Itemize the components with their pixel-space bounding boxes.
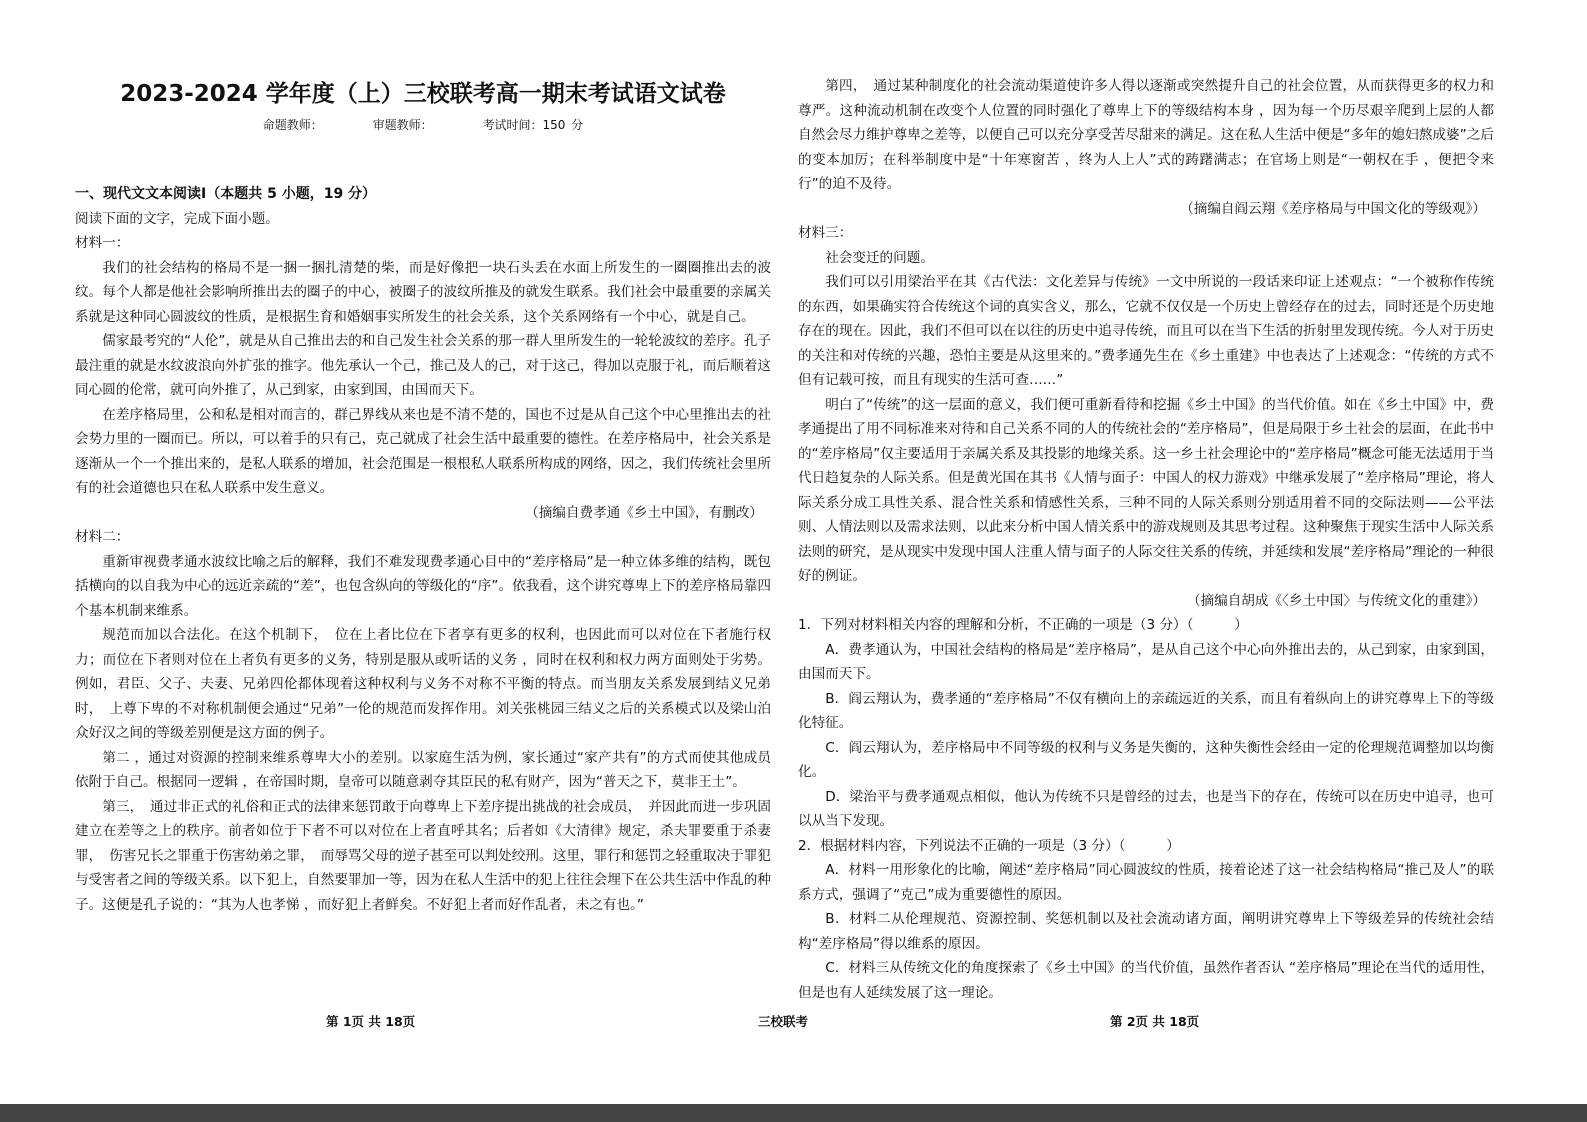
- setter-label: 命题教师：: [262, 118, 323, 132]
- material-3-paragraph: 明白了“传统”的这一层面的意义，我们便可重新看待和挖掘《乡土中国》的当代价值。如在《乡土中国》中，费孝通提出了用不同标准来对待和自己关系不同的人的传统社会的“差序格局”，但是局限于乡土社会的层面，在此书中的“差序格局”仅主要适用于亲属关系及其投影的地缘关系。这一乡土社会理论中的“差序格局”概念可能无法适用于当代日趋复杂的人际关系。但是黄光国在其书《人情与面子：中国人的权力游戏》中继承发展了“差序格局”理论，将人际关系分成工具性关系、混合性关系和情感性关系，三种不同的人际关系则分别适用着不同的交际法则——公平法则、人情法则以及需求法则，以此来分析中国人情关系中的游戏规则及其思考过程。这种聚焦于现实生活中人际关系法则的研究，是从现实中发现中国人注重人情与面子的人际交往关系的传统，并延续和发展“差序格局”理论的一种很好的例证。: [798, 396, 1494, 584]
- material-2-paragraph: 第三， 通过非正式的礼俗和正式的法律来惩罚敢于向尊卑上下差序提出挑战的社会成员， 并因此而进一步巩固建立在差等之上的秩序。前者如位于下者不可以对位在上者直呼其名；后者如《大清律》规定，杀夫罪要重于杀妻罪， 伤害兄长之罪重于伤害幼弟之罪， 而辱骂父母的逆子甚至可以判处绞刑。这里，罪行和惩罚之轻重取决于罪犯与受害者之间的等级关系。以下犯上，自然要罪加一等，因为在私人生活中的犯上往往会埋下在公共生活中作乱的种子。这便是孔子说的：“其为人也孝悌 ，而好犯上者鲜矣。不好犯上者而好作乱者，未之有也。”: [75, 798, 771, 913]
- material-2-label: 材料二：: [75, 529, 130, 545]
- exam-title: 2023-2024 学年度（上）三校联考高一期末考试语文试卷: [120, 81, 726, 107]
- question-1-option-a: A．费孝通认为，中国社会结构的格局是“差序格局”，是从自己这个中心向外推出去的，从己到家，由家到国，由国而天下。: [798, 641, 1494, 682]
- exam-time: 考试时间：150 分: [482, 118, 584, 132]
- material-3-source: （摘编自胡成《〈乡土中国〉与传统文化的重建》）: [1186, 592, 1486, 609]
- bottom-scan-edge: [0, 1104, 1587, 1122]
- question-2: 2．根据材料内容，下列说法不正确的一项是（3 分）（ ）: [798, 837, 1180, 854]
- material-1-paragraph: 儒家最考究的“人伦”，就是从自己推出去的和自己发生社会关系的那一群人里所发生的一轮轮波纹的差序。孔子最注重的就是水纹波浪向外扩张的推字。他先承认一个己，推己及人的己，对于这己，得加以克服于礼，而后顺着这同心圆的伦常，就可向外推了，从己到家，由家到国，由国而天下。: [75, 333, 771, 398]
- footer-page-left: 第 1页 共 18页: [326, 1014, 416, 1029]
- material-3-label: 材料三：: [798, 225, 853, 241]
- material-2-paragraph: 第二 ，通过对资源的控制来维系尊卑大小的差别。以家庭生活为例，家长通过“家产共有”的方式而使其他成员依附于自己。根据同一逻辑 ，在帝国时期，皇帝可以随意剥夺其臣民的私有财产，因为“普天之下，莫非王土”。: [75, 749, 771, 790]
- left-page-column: [75, 68, 771, 1013]
- material-2-paragraph: 第四， 通过某种制度化的社会流动渠道使许多人得以逐渐或突然提升自己的社会位置，从而获得更多的权力和尊严。这种流动机制在改变个人位置的同时强化了尊卑上下的等级结构本身 ，因为每一个历尽艰辛爬到上层的人都自然会尽力维护尊卑之差等，以便自己可以充分享受苦尽甜来的满足。这在私人生活中便是“多年的媳妇熬成婆”之后的变本加厉；在科举制度中是“十年寒窗苦 ，终为人上人”式的踌躇满志；在官场上则是“一朝权在手 ，便把令来行”的迫不及待。: [798, 78, 1494, 192]
- question-2-option-a: A．材料一用形象化的比喻，阐述“差序格局”同心圆波纹的性质，接着论述了这一社会结构格局“推己及人”的联系方式，强调了“克己”成为重要德性的原因。: [798, 862, 1494, 903]
- material-2-paragraph: 规范而加以合法化。在这个机制下， 位在上者比位在下者享有更多的权利，也因此而可以对位在下者施行权力；而位在下者则对位在上者负有更多的义务，特别是服从或听话的义务 ，同时在权利和权力两方面则处于劣势。例如，君臣、父子、夫妻、兄弟四伦都体现着这种权利与义务不对称不平衡的特点。而当朋友关系发展到结义兄弟时， 上尊下卑的不对称机制便会通过“兄弟”一伦的规范而发挥作用。刘关张桃园三结义之后的关系模式以及梁山泊众好汉之间的等级差别便是这方面的例子。: [75, 627, 771, 741]
- instruction: 阅读下面的文字，完成下面小题。: [75, 210, 279, 227]
- exam-meta: [75, 114, 771, 136]
- reviewer-label: 审题教师：: [372, 118, 433, 132]
- material-1-source: （摘编自费孝通《乡土中国》，有删改）: [525, 504, 763, 521]
- question-1: 1．下列对材料相关内容的理解和分析，不正确的一项是（3 分）（ ）: [798, 617, 1248, 633]
- footer-page-right: 第 2页 共 18页: [1110, 1014, 1200, 1029]
- footer-center: 三校联考: [758, 1014, 809, 1029]
- question-2-option-b: B．材料二从伦理规范、资源控制、奖惩机制以及社会流动诸方面，阐明讲究尊卑上下等级差异的传统社会结构“差序格局”得以维系的原因。: [798, 911, 1494, 952]
- material-2-source: （摘编自阎云翔《差序格局与中国文化的等级观》）: [1180, 200, 1486, 217]
- material-1-paragraph: 我们的社会结构的格局不是一捆一捆扎清楚的柴，而是好像把一块石头丢在水面上所发生的一圈圈推出去的波纹。每个人都是他社会影响所推出去的圈子的中心，被圈子的波纹所推及的就发生联系。我们社会中最重要的亲属关系就是这种同心圆波纹的性质，是根据生育和婚姻事实所发生的社会关系，这个关系网络有一个中心，就是自己。: [75, 259, 771, 325]
- section-heading: 一、现代文文本阅读Ⅰ（本题共 5 小题，19 分）: [75, 186, 377, 202]
- question-1-option-c: C．阎云翔认为，差序格局中不同等级的权利与义务是失衡的，这种失衡性会经由一定的伦理规范调整加以均衡化。: [798, 739, 1494, 780]
- question-1-option-d: D．梁治平与费孝通观点相似，他认为传统不只是曾经的过去，也是当下的存在，传统可以在历史中追寻，也可以从当下发现。: [798, 788, 1494, 829]
- material-3-paragraph: 社会变迁的问题。: [825, 249, 934, 266]
- material-2-paragraph: 重新审视费孝通水波纹比喻之后的解释，我们不难发现费孝通心目中的“差序格局”是一种立体多维的结构，既包括横向的以自我为中心的远近亲疏的“差”，也包含纵向的等级化的“序”。依我看，这个讲究尊卑上下的差序格局靠四个基本机制来维系。: [75, 553, 771, 619]
- right-page-column: [798, 74, 1494, 1019]
- material-3-paragraph: 我们可以引用梁治平在其《古代法：文化差异与传统》一文中所说的一段话来印证上述观点：“一个被称作传统的东西，如果确实符合传统这个词的真实含义，那么，它就不仅仅是一个历史上曾经存在的过去，同时还是个历史地存在的现在。因此，我们不但可以在以往的历史中追寻传统，而且可以在当下生活的折射里发现传统。今人对于历史的关注和对传统的兴趣，恐怕主要是从这里来的。”费孝通先生在《乡土重建》中也表达了上述观念：“传统的方式不但有记载可按，而且有现实的生活可查……”: [798, 274, 1494, 388]
- question-2-option-c: C．材料三从传统文化的角度探索了《乡土中国》的当代价值，虽然作者否认 “差序格局”理论在当代的适用性，但是也有人延续发展了这一理论。: [798, 960, 1494, 1001]
- question-1-option-b: B．阎云翔认为，费孝通的“差序格局”不仅有横向上的亲疏远近的关系，而且有着纵向上的讲究尊卑上下的等级化特征。: [798, 690, 1494, 731]
- material-1-label: 材料一：: [75, 235, 130, 251]
- material-1-paragraph: 在差序格局里，公和私是相对而言的，群己界线从来也是不清不楚的，国也不过是从自己这个中心里推出去的社会势力里的一圈而已。所以，可以着手的只有己，克己就成了社会生活中最重要的德性。在差序格局中，社会关系是逐渐从一个一个推出来的，是私人联系的增加，社会范围是一根根私人联系所构成的网络，因之，我们传统社会里所有的社会道德也只在私人联系中发生意义。: [75, 406, 771, 496]
